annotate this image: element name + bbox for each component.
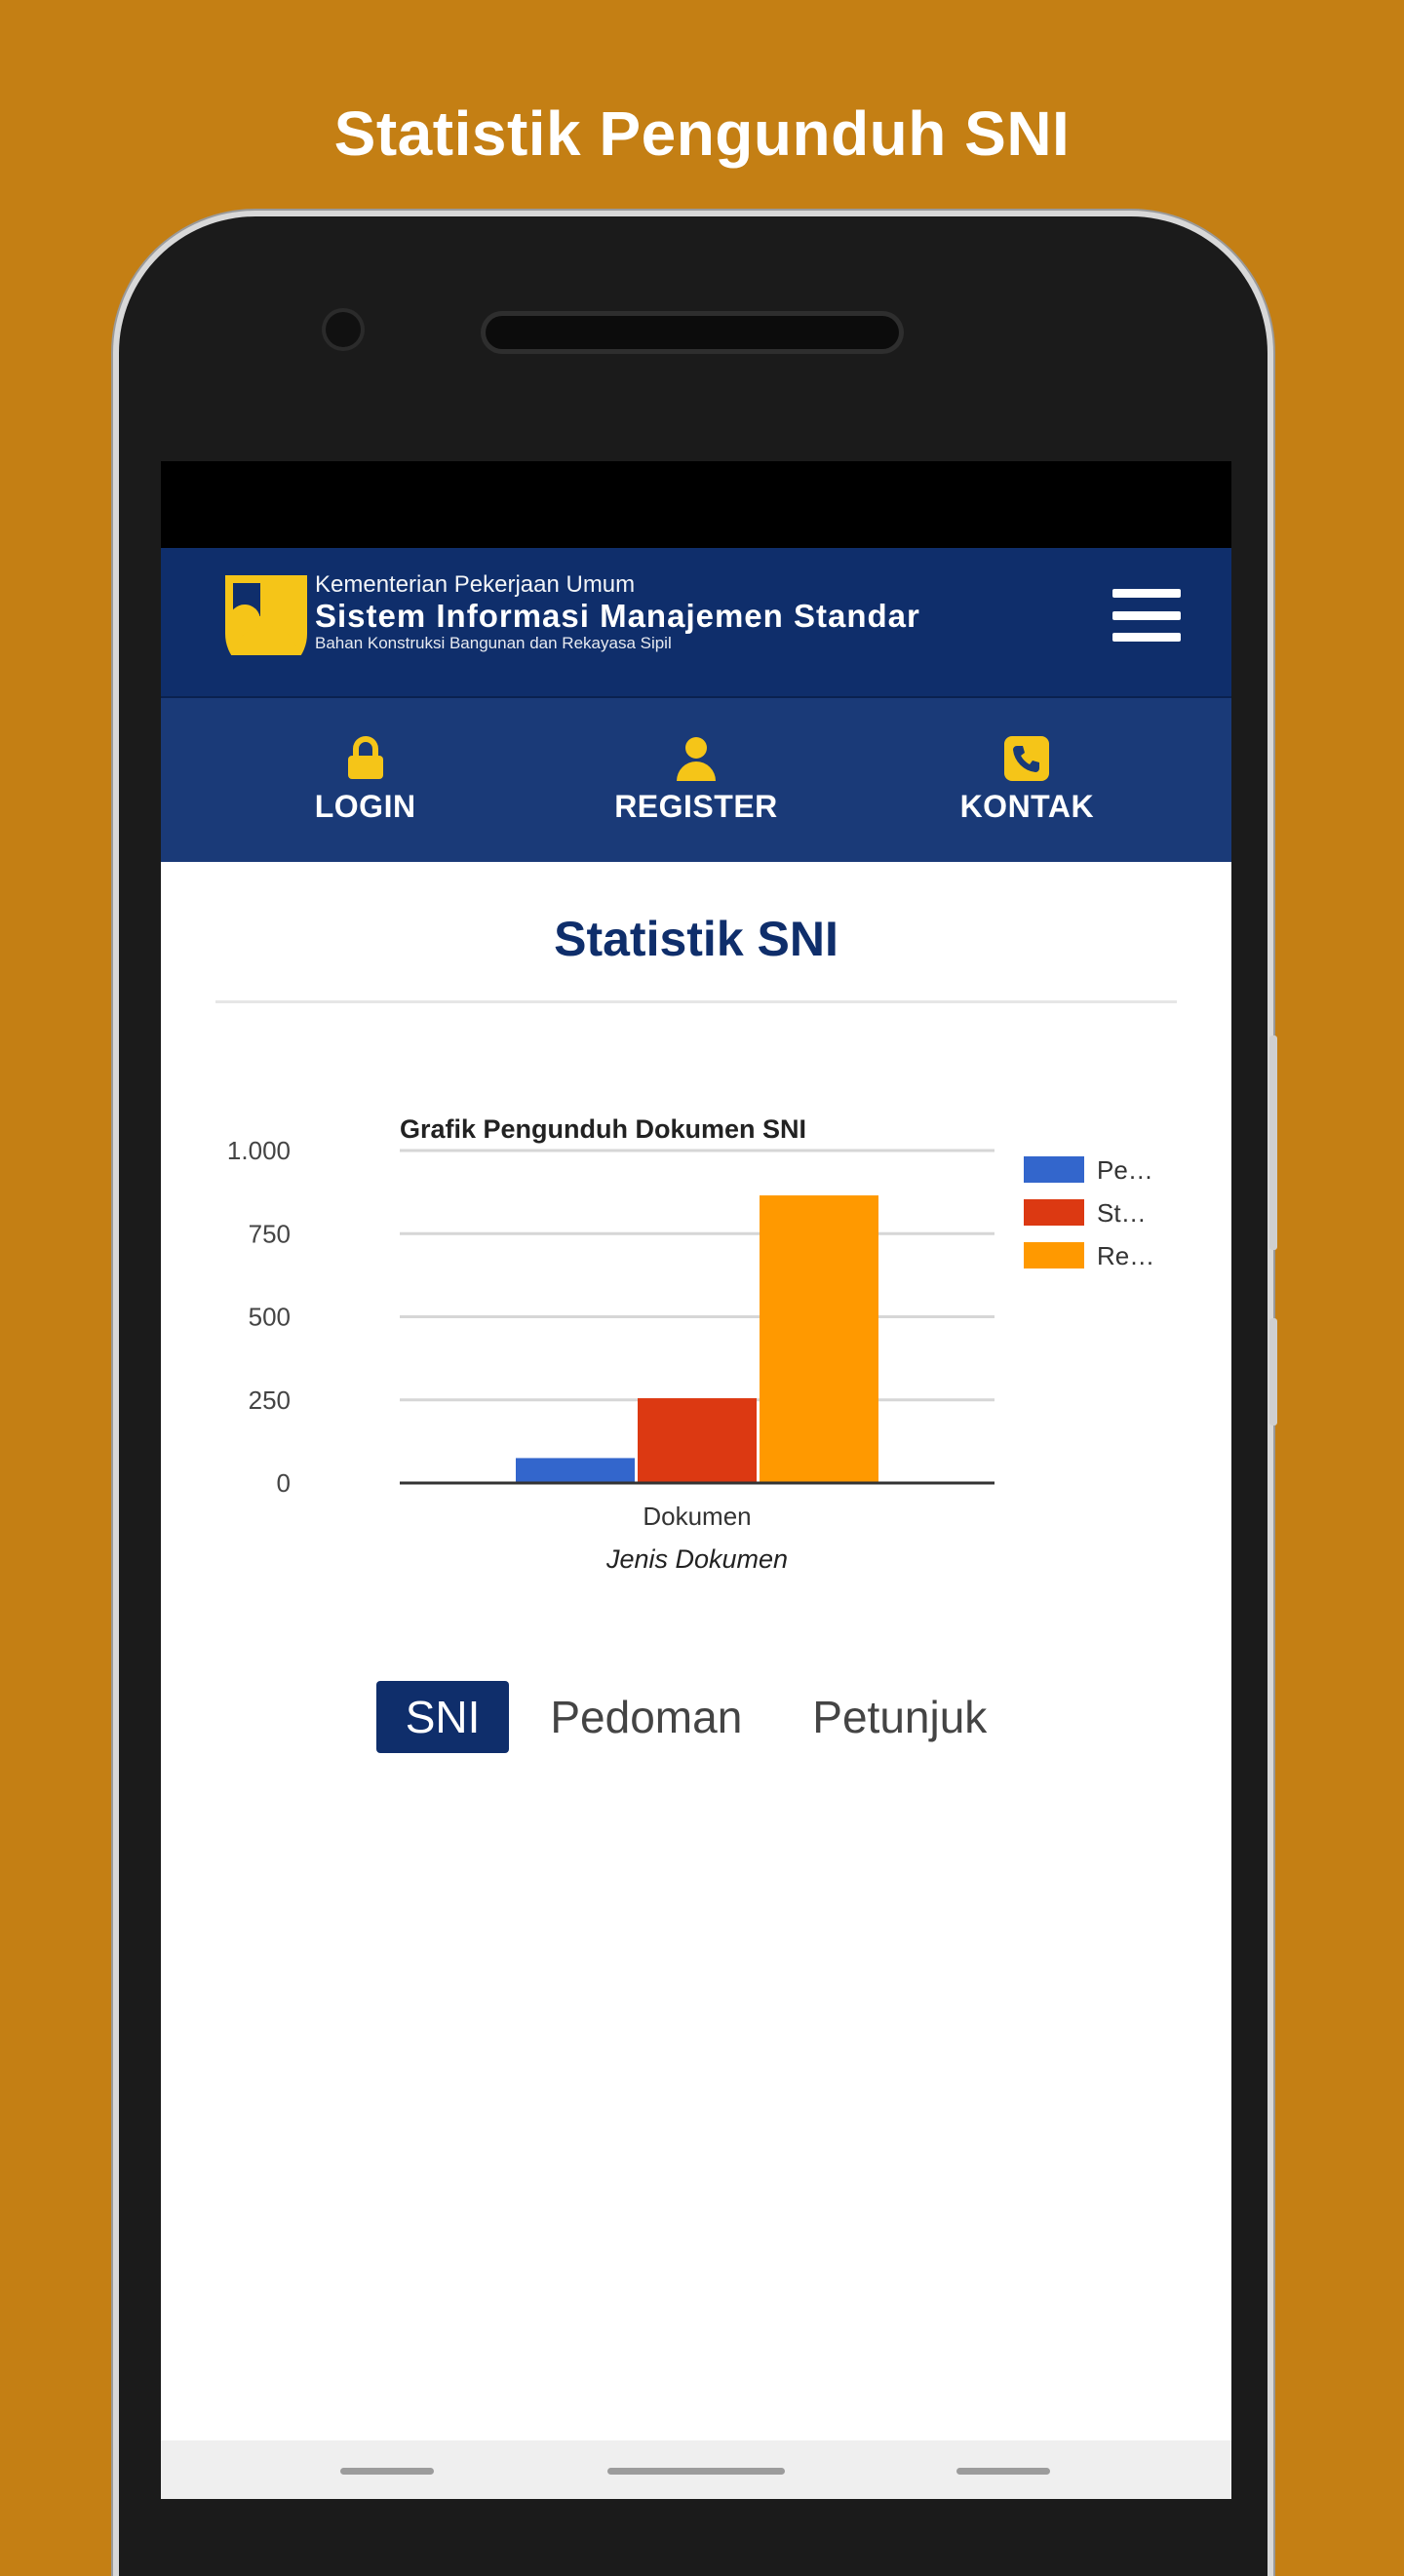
app-name: Sistem Informasi Manajemen Standar bbox=[315, 598, 920, 634]
header-text bbox=[315, 571, 920, 653]
ministry-name: Kementerian Pekerjaan Umum bbox=[315, 571, 636, 598]
download-chart bbox=[161, 1057, 1231, 1642]
front-camera bbox=[326, 312, 361, 347]
app-subtitle: Bahan Konstruksi Bangunan dan Rekayasa Sipil bbox=[315, 634, 672, 652]
nav-login-label: LOGIN bbox=[314, 788, 416, 824]
promo-title: Statistik Pengunduh SNI bbox=[333, 98, 1071, 169]
legend-swatch bbox=[1024, 1156, 1084, 1183]
system-nav-bar bbox=[161, 2440, 1231, 2499]
tab-petunjuk[interactable]: Petunjuk bbox=[812, 1692, 988, 1742]
y-tick-label: 250 bbox=[248, 1385, 291, 1415]
volume-button bbox=[1269, 1035, 1277, 1250]
nav-register-label: REGISTER bbox=[614, 788, 778, 824]
chart-y-ticks bbox=[227, 1136, 291, 1498]
y-tick-label: 0 bbox=[276, 1468, 291, 1498]
x-axis-title: Jenis Dokumen bbox=[605, 1544, 789, 1574]
y-tick-label: 750 bbox=[248, 1219, 291, 1249]
phone-screen bbox=[161, 461, 1231, 2499]
power-button bbox=[1269, 1318, 1277, 1425]
phone-icon bbox=[1004, 736, 1049, 781]
status-bar bbox=[161, 461, 1231, 548]
hamburger-menu-icon[interactable] bbox=[1112, 589, 1181, 642]
y-tick-label: 500 bbox=[248, 1302, 291, 1332]
top-nav bbox=[161, 698, 1231, 862]
tab-pedoman[interactable]: Pedoman bbox=[550, 1692, 743, 1742]
nav-kontak-label: KONTAK bbox=[959, 788, 1095, 824]
bar-series-1[interactable] bbox=[638, 1398, 757, 1483]
legend-label: Re… bbox=[1097, 1241, 1155, 1270]
legend-swatch bbox=[1024, 1199, 1084, 1226]
earpiece-speaker bbox=[486, 316, 899, 349]
user-icon bbox=[675, 736, 718, 781]
chart-grid bbox=[400, 1151, 994, 1400]
chart-bars bbox=[516, 1195, 878, 1483]
bar-series-0[interactable] bbox=[516, 1458, 635, 1483]
section-divider bbox=[215, 1000, 1177, 1003]
app-header bbox=[161, 548, 1231, 698]
chart-title: Grafik Pengunduh Dokumen SNI bbox=[400, 1114, 807, 1144]
bar-series-2[interactable] bbox=[760, 1195, 878, 1483]
tab-sni[interactable]: SNI bbox=[376, 1681, 510, 1753]
legend-swatch bbox=[1024, 1242, 1084, 1268]
chart-legend bbox=[1024, 1155, 1154, 1270]
nav-home-handle[interactable] bbox=[607, 2468, 785, 2475]
nav-recent-handle[interactable] bbox=[956, 2468, 1050, 2475]
lock-icon bbox=[346, 736, 385, 781]
nav-kontak[interactable] bbox=[910, 736, 1144, 825]
nav-login[interactable] bbox=[249, 736, 483, 825]
phone-frame bbox=[119, 216, 1268, 2576]
y-tick-label: 1.000 bbox=[226, 1136, 291, 1165]
x-category-label: Dokumen bbox=[643, 1502, 752, 1531]
legend-label: Pe… bbox=[1097, 1155, 1153, 1185]
legend-label: St… bbox=[1097, 1198, 1147, 1228]
section-title: Statistik SNI bbox=[554, 912, 838, 966]
nav-back-handle[interactable] bbox=[340, 2468, 434, 2475]
nav-register[interactable] bbox=[579, 736, 813, 825]
pu-logo-icon bbox=[225, 575, 307, 655]
main-content bbox=[161, 862, 1231, 2344]
document-tabs bbox=[161, 1681, 1231, 1753]
